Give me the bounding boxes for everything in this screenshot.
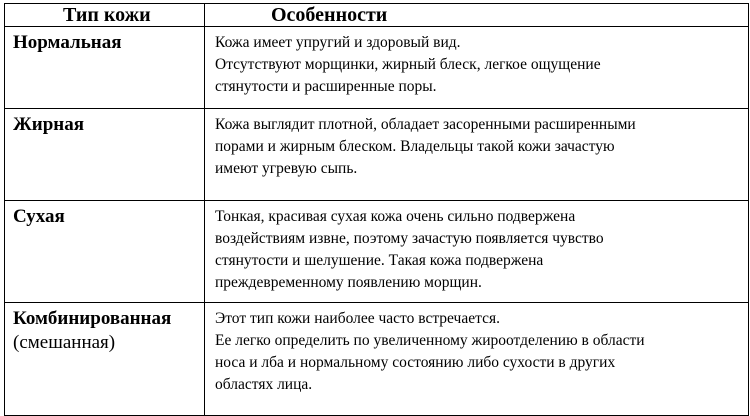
features-line: Ее легко определить по увеличенному жироотделению в области	[215, 332, 645, 349]
features-line: воздействиям извне, поэтому зачастую появляется чувство	[215, 230, 604, 247]
skin-types-table	[4, 3, 749, 416]
features-cell	[205, 27, 749, 109]
features-line: Этот тип кожи наиболее часто встречается.	[215, 310, 500, 327]
skin-type-subtitle: (смешанная)	[13, 332, 116, 353]
header-features: Особенности	[205, 4, 749, 27]
features-line: преждевременному появлению морщин.	[215, 274, 482, 291]
features-cell	[205, 201, 749, 303]
features-line: областях лица.	[215, 376, 313, 393]
table-row	[5, 109, 749, 201]
features-line: Кожа выглядит плотной, обладает засоренными расширенными	[215, 116, 636, 133]
features-line: стянутости и шелушение. Такая кожа подвержена	[215, 252, 544, 269]
features-line: Кожа имеет упругий и здоровый вид.	[215, 34, 461, 51]
skin-type-name: Нормальная	[13, 32, 122, 53]
header-skin-type: Тип кожи	[5, 4, 205, 27]
features-line: Отсутствуют морщинки, жирный блеск, легкое ощущение	[215, 56, 601, 73]
table-row	[5, 201, 749, 303]
features-line: стянутости и расширенные поры.	[215, 78, 437, 95]
features-line: порами и жирным блеском. Владельцы такой кожи зачастую	[215, 138, 615, 155]
features-line: Тонкая, красивая сухая кожа очень сильно подвержена	[215, 208, 576, 225]
features-line: носа и лба и нормальному состоянию либо сухости в других	[215, 354, 616, 371]
skin-type-name: Жирная	[13, 114, 85, 135]
table-row	[5, 27, 749, 109]
features-cell	[205, 303, 749, 416]
skin-type-name: Комбинированная	[13, 308, 172, 329]
table-row	[5, 303, 749, 416]
skin-type-cell	[5, 27, 205, 109]
skin-type-cell	[5, 109, 205, 201]
table-header-row	[5, 4, 749, 27]
skin-type-cell	[5, 201, 205, 303]
skin-type-name: Сухая	[13, 206, 65, 227]
features-line: имеют угревую сыпь.	[215, 160, 358, 177]
skin-type-cell	[5, 303, 205, 416]
features-cell	[205, 109, 749, 201]
